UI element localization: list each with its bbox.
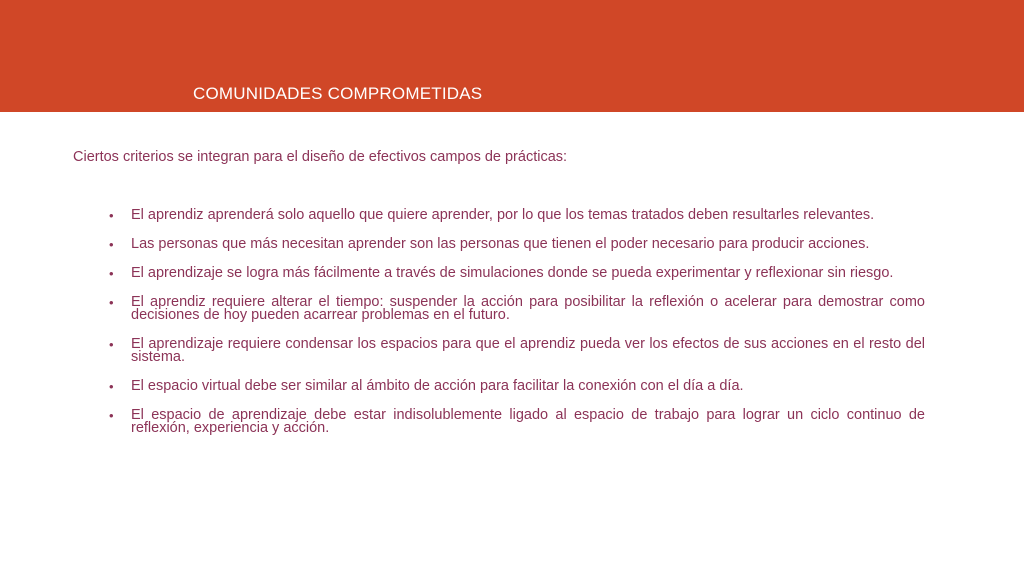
header-band <box>0 0 1024 112</box>
bullet-text: El espacio de aprendizaje debe estar indisolublemente ligado al espacio de trabajo para lograr un ciclo continuo de reflexión, experiencia y acción. <box>131 407 925 436</box>
bullet-text: Las personas que más necesitan aprender son las personas que tienen el poder necesario para producir acciones. <box>131 236 870 252</box>
bullet-list <box>109 209 925 451</box>
bullet-text: El aprendizaje se logra más fácilmente a través de simulaciones donde se pueda experimentar y reflexionar sin riesgo. <box>131 265 894 281</box>
bullet-item <box>109 267 925 280</box>
bullet-item <box>109 409 925 435</box>
bullet-dot-icon: • <box>109 408 114 423</box>
bullet-dot-icon: • <box>109 208 114 223</box>
bullet-dot-icon: • <box>109 379 114 394</box>
bullet-item <box>109 296 925 322</box>
bullet-text: El aprendiz aprenderá solo aquello que quiere aprender, por lo que los temas tratados deben resultarles relevantes. <box>131 207 875 223</box>
bullet-item <box>109 338 925 364</box>
bullet-item <box>109 380 925 393</box>
bullet-dot-icon: • <box>109 237 114 252</box>
intro-text: Ciertos criterios se integran para el diseño de efectivos campos de prácticas: <box>73 149 568 165</box>
bullet-dot-icon: • <box>109 337 114 352</box>
bullet-text: El espacio virtual debe ser similar al ámbito de acción para facilitar la conexión con el día a día. <box>131 378 744 394</box>
bullet-text: El aprendiz requiere alterar el tiempo: suspender la acción para posibilitar la reflexión o acelerar para demostrar como decisiones de hoy pueden acarrear problemas en el futuro. <box>131 294 925 323</box>
bullet-item <box>109 238 925 251</box>
bullet-dot-icon: • <box>109 295 114 310</box>
slide-title: COMUNIDADES COMPROMETIDAS <box>193 84 483 103</box>
bullet-text: El aprendizaje requiere condensar los espacios para que el aprendiz pueda ver los efectos de sus acciones en el resto del sistema. <box>131 336 925 365</box>
bullet-dot-icon: • <box>109 266 114 281</box>
bullet-item <box>109 209 925 222</box>
